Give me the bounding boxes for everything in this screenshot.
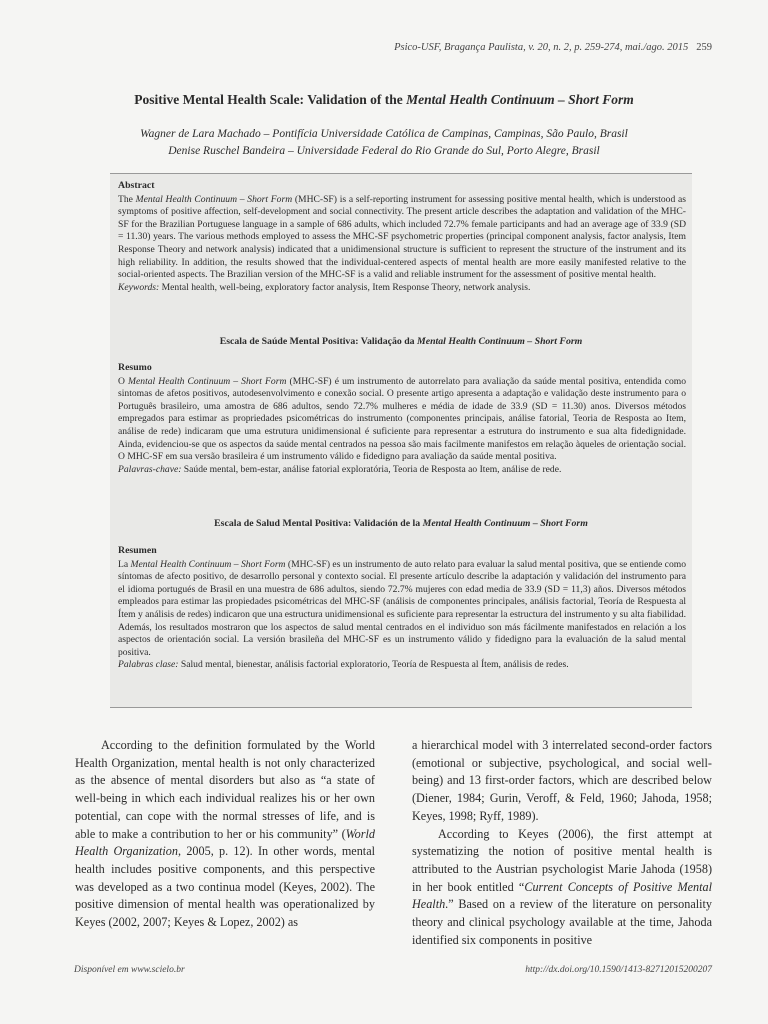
resumo-lead: O <box>118 375 129 387</box>
resumo-heading: Resumo <box>118 362 152 373</box>
abstract-section <box>118 180 686 294</box>
paragraph-text: According to Keyes (2006), the first attempt at systematizing the notion of positive mental health is attributed to the Austrian psychologist Marie Jahoda (1958) in her book entitled “ <box>412 826 712 894</box>
keywords-label: Keywords: <box>118 281 160 293</box>
portuguese-title <box>110 336 692 347</box>
palavras-chave-label: Palavras-chave: <box>118 463 182 475</box>
abstract-lead-italic: Mental Health Continuum – Short Form <box>135 193 293 205</box>
palabras-clase-label: Palabras clase: <box>118 659 179 671</box>
footer-availability: Disponível em www.scielo.br <box>74 965 185 975</box>
body-column-right <box>412 737 712 949</box>
resumen-keywords <box>118 659 686 672</box>
palabras-clase-text: Salud mental, bienestar, análisis factorial exploratorio, Teoría de Respuesta al Ítem, análisis de redes. <box>178 659 569 671</box>
abstract-lead: The <box>118 193 136 205</box>
resumen-text <box>118 559 686 660</box>
paragraph-text: , 2005, p. 12). In other words, mental health includes positive components, and this perspective was developed as a two continua model (Keyes, 2002). The positive dimension of mental health was operationalized by Keyes (2002, 2007; Keyes & Lopez, 2002) as <box>75 844 375 930</box>
resumen-heading: Resumen <box>118 545 157 556</box>
abstract-keywords <box>118 282 686 295</box>
title-italic: Mental Health Continuum – Short Form <box>406 92 634 107</box>
author-2: Denise Ruschel Bandeira – Universidade Federal do Rio Grande do Sul, Porto Alegre, Brasil <box>168 145 600 157</box>
resumo-lead-italic: Mental Health Continuum – Short Form <box>128 375 287 387</box>
citation-italic: World Health Organization <box>75 826 375 859</box>
abstract-text <box>118 194 686 282</box>
author-list <box>0 126 768 160</box>
palavras-chave-text: Saúde mental, bem-estar, análise fatorial exploratória, Teoria de Resposta ao Item, análise de rede. <box>181 463 562 475</box>
doi-link[interactable]: http://dx.doi.org/10.1590/1413-82712015200207 <box>525 965 712 975</box>
resumo-body: (MHC-SF) é um instrumento de autorrelato para avaliação da saúde mental positiva, entendida como sintomas de afetos positivos, autodesenvolvimento e conexão social. O presente artigo apresenta a adaptação e validação deste instrumento para o Português brasileiro, uma amostra de 686 adultos, sendo 72.7% mulheres e média de idade de 33.9 (SD = 11.30) anos. Diversos métodos empregados para estimar as propriedades psicométricas do instrumento (componentes principais, análise fatorial, Teoria de Resposta ao Item, análise de rede) indicaram que uma estrutura unidimensional é suficiente para representar a estrutura do instrumento e sua alta fidedignidade. Ainda, evidenciou-se que os aspectos da saúde mental centrados na pessoa são mais facilmente manifestos em relação àqueles de orientação social. O MHC-SF em sua versão brasileira é um instrumento válido e fidedigno para avaliação da saúde mental positiva. <box>118 375 687 463</box>
paragraph-text: According to the definition formulated by the World Health Organization, mental health is not only characterized as the absence of mental disorders but also as “a state of well-being in which each individual realizes his or her own potential, can cope with the normal stresses of life, and is able to make a contribution to her or his community” ( <box>75 738 375 841</box>
pt-title-italic: Mental Health Continuum – Short Form <box>417 336 583 347</box>
resumo-keywords <box>118 464 686 477</box>
title-plain: Positive Mental Health Scale: Validation of the <box>134 92 407 107</box>
resumen-lead: La <box>118 558 131 570</box>
abstract-heading: Abstract <box>118 180 155 191</box>
body-paragraph <box>412 826 712 950</box>
body-paragraph: a hierarchical model with 3 interrelated second-order factors (emotional or subjective, psychological, and social well-being) and 13 first-order factors, which are described below (Diener, 1984; Gurin, Veroff, & Feld, 1960; Jahoda, 1958; Keyes, 1998; Ryff, 1989). <box>412 738 712 823</box>
abstract-body: (MHC-SF) is a self-reporting instrument for assessing positive mental health, which is understood as symptoms of positive affection, self-development and social connectivity. The present article describes the adaptation and validation of the MHC-SF for the Brazilian Portuguese language in a sample of 686 adults, which included 72.7% female participants and had an average age of 33.9 (SD = 11.30) years. The various methods employed to assess the MHC-SF psychometric properties (principal component analysis, factor analysis, Item Response Theory and network analysis) indicated that a unidimensional structure is sufficient to represent the structure of the instrument and its high reliability. In addition, the results showed that the individual-centered aspects of mental health are more easily manifested relative to the social-oriented aspects. The Brazilian version of the MHC-SF is a valid and reliable instrument for the assessment of positive mental health. <box>118 193 686 281</box>
page-number: 259 <box>696 42 712 53</box>
es-title-plain: Escala de Salud Mental Positiva: Validación de la <box>214 518 423 529</box>
keywords-text: Mental health, well-being, exploratory factor analysis, Item Response Theory, network analysis. <box>159 281 531 293</box>
es-title-italic: Mental Health Continuum – Short Form <box>422 518 588 529</box>
resumen-body: (MHC-SF) es un instrumento de auto relato para evaluar la salud mental positiva, que se entiende como síntomas de afecto positivo, de desarrollo personal y contexto social. El presente artículo describe la adaptación y validación del instrumento para el idioma portugués de Brasil en una muestra de 686 adultos, siendo 72.7% mujeres con edad media de 33.9 (SD = 11,3) años. Diversos métodos empleados para estimar las propiedades psicométricas del MHC-SF (análisis de componentes principales, análisis factorial, Teoría de Respuesta al Ítem y análisis de redes) indicaron que una estructura unidimensional es suficiente para representar la estructura del instrumento y su alta fiabilidad. Además, los resultados mostraron que los aspectos de salud mental centrados en el individuo son más fácilmente manifestados en relación a los aspectos de orientación social. La versión brasileña del MHC-SF es un instrumento válido y fidedigno para la evaluación de la salud mental positiva. <box>118 558 686 658</box>
journal-citation: Psico-USF, Bragança Paulista, v. 20, n. 2, p. 259-274, mai./ago. 2015 <box>394 42 689 53</box>
pt-title-plain: Escala de Saúde Mental Positiva: Validação da <box>219 336 418 347</box>
resumo-text <box>118 376 686 464</box>
paragraph-text: .” Based on a review of the literature on personality theory and clinical psychology available at the time, Jahoda identified six components in positive <box>412 897 712 947</box>
author-1: Wagner de Lara Machado – Pontifícia Universidade Católica de Campinas, Campinas, São Paulo, Brasil <box>140 128 628 140</box>
book-title-italic: Current Concepts of Positive Mental Health <box>412 879 712 912</box>
resumen-section <box>118 545 686 672</box>
spanish-title <box>110 518 692 529</box>
resumen-lead-italic: Mental Health Continuum – Short Form <box>130 558 286 570</box>
article-title <box>0 92 768 108</box>
resumo-section <box>118 362 686 476</box>
body-column-left <box>75 737 375 932</box>
body-paragraph <box>75 737 375 932</box>
running-header <box>394 42 712 53</box>
